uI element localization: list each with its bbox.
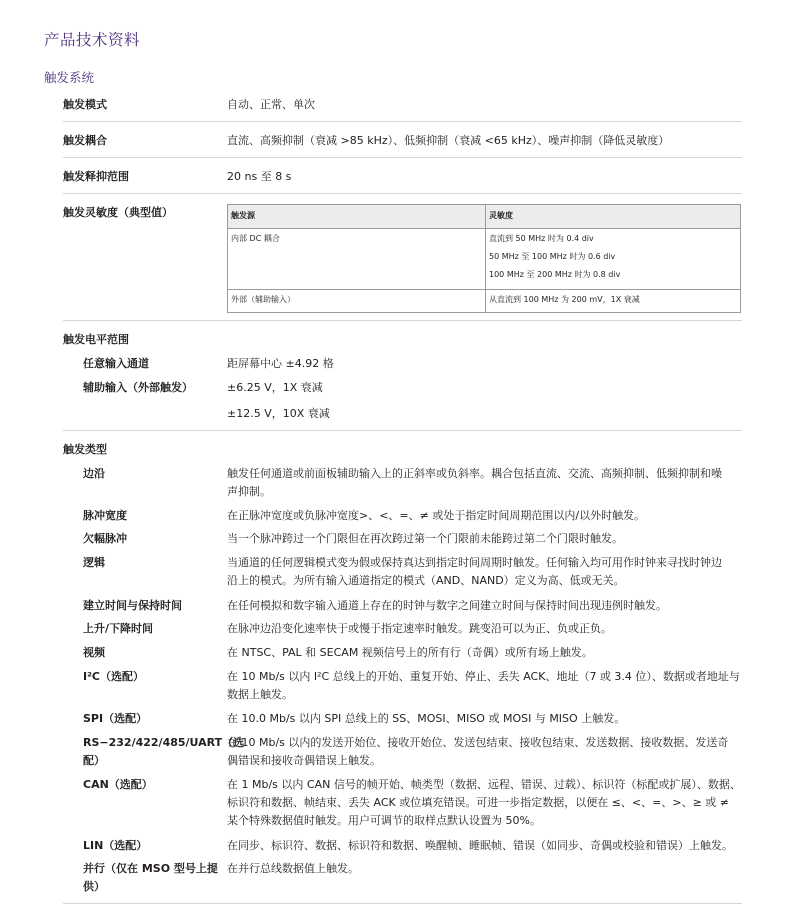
trigger-type-desc: 在 10.0 Mb/s 以内 SPI 总线上的 SS、MOSI、MISO 或 MOSI 与 MISO 上触发。 xyxy=(227,712,626,725)
trigger-type-label: CAN（选配） xyxy=(83,778,153,791)
trigger-type-desc: 在 NTSC、PAL 和 SECAM 视频信号上的所有行（奇偶）或所有场上触发。 xyxy=(227,646,593,659)
divider xyxy=(63,903,742,904)
divider xyxy=(63,193,742,194)
trigger-type-desc: 触发任何通道或前面板辅助输入上的正斜率或负斜率。耦合包括直流、交流、高频抑制、低频抑制和噪 声抑制。 xyxy=(227,467,722,498)
spec-label-sensitivity: 触发灵敏度（典型值） xyxy=(63,206,173,219)
spec-value: 自动、正常、单次 xyxy=(227,98,315,111)
sub-value-any-channel: 距屏幕中心 ±4.92 格 xyxy=(227,357,334,370)
spec-label: 触发模式 xyxy=(63,98,107,111)
trigger-type-label: 建立时间与保持时间 xyxy=(83,599,182,612)
trigger-type-desc: 在并行总线数据值上触发。 xyxy=(227,862,359,875)
sub-label-aux-input: 辅助输入（外部触发） xyxy=(83,381,193,394)
divider xyxy=(63,157,742,158)
sub-value-aux-10x: ±12.5 V，10X 衰减 xyxy=(227,407,330,420)
table-cell-value: 直流到 50 MHz 时为 0.4 div xyxy=(489,234,594,243)
divider xyxy=(63,430,742,431)
trigger-type-label: LIN（选配） xyxy=(83,839,148,852)
divider xyxy=(63,320,742,321)
trigger-type-label: 上升/下降时间 xyxy=(83,622,154,635)
section-title: 触发系统 xyxy=(44,70,95,85)
spec-label-trigger-types: 触发类型 xyxy=(63,443,107,456)
divider xyxy=(63,121,742,122)
trigger-type-label: 欠幅脉冲 xyxy=(83,532,127,545)
sub-value-aux-1x: ±6.25 V，1X 衰减 xyxy=(227,381,323,394)
trigger-type-desc: 当通道的任何逻辑模式变为假或保持真达到指定时间周期时触发。任何输入均可用作时钟来寻找时钟边 沿上的模式。为所有输入通道指定的模式（AND、NAND）定义为高、低或无关。 xyxy=(227,556,722,587)
trigger-type-label: 逻辑 xyxy=(83,556,105,569)
document-title: 产品技术资料 xyxy=(44,31,141,49)
trigger-type-desc: 当一个脉冲跨过一个门限但在再次跨过第一个门限前未能跨过第二个门限时触发。 xyxy=(227,532,623,545)
trigger-type-desc: 在同步、标识符、数据、标识符和数据、唤醒帧、睡眠帧、错误（如同步、奇偶或校验和错误）上触发。 xyxy=(227,839,733,852)
spec-value: 直流、高频抑制（衰减 >85 kHz）、低频抑制（衰减 <65 kHz）、噪声抑制（降低灵敏度） xyxy=(227,134,670,147)
table-cell-value: 100 MHz 至 200 MHz 时为 0.8 div xyxy=(489,270,621,279)
table-header-sensitivity: 灵敏度 xyxy=(486,205,740,229)
trigger-type-label: 视频 xyxy=(83,646,105,659)
spec-label: 触发耦合 xyxy=(63,134,107,147)
spec-label: 触发释抑范围 xyxy=(63,170,129,183)
trigger-type-desc: 在正脉冲宽度或负脉冲宽度>、<、=、≠ 或处于指定时间周期范围以内/以外时触发。 xyxy=(227,509,646,522)
trigger-type-label: 脉冲宽度 xyxy=(83,509,127,522)
trigger-type-desc: 在脉冲边沿变化速率快于或慢于指定速率时触发。跳变沿可以为正、负或正负。 xyxy=(227,622,612,635)
trigger-type-desc: 在任何模拟和数字输入通道上存在的时钟与数字之间建立时间与保持时间出现违例时触发。 xyxy=(227,599,667,612)
sub-label-any-channel: 任意输入通道 xyxy=(83,357,149,370)
trigger-type-label: RS−232/422/485/UART（选 配） xyxy=(83,736,245,767)
sensitivity-table xyxy=(227,204,741,313)
table-cell-value: 从直流到 100 MHz 为 200 mV，1X 衰减 xyxy=(489,295,640,304)
spec-value: 20 ns 至 8 s xyxy=(227,170,292,183)
trigger-type-label: SPI（选配） xyxy=(83,712,148,725)
trigger-type-label: 并行（仅在 MSO 型号上提 供） xyxy=(83,862,218,893)
trigger-type-desc: 在 10 Mb/s 以内 I²C 总线上的开始、重复开始、停止、丢失 ACK、地址（7 或 3.4 位）、数据或者地址与 数据上触发。 xyxy=(227,670,740,701)
table-header-source: 触发源 xyxy=(228,205,485,229)
table-cell-value: 50 MHz 至 100 MHz 时为 0.6 div xyxy=(489,252,616,261)
trigger-type-desc: 在 1 Mb/s 以内 CAN 信号的帧开始、帧类型（数据、远程、错误、过载）、标识符（标配或扩展）、数据、 标识符和数据、帧结束、丢失 ACK 或位填充错误。可进一步指定数据，以便在 ≤、<、=、>、≥ 或 ≠ 某个特殊数据值时触发。用户可调节的取样点默认设置为 50%。 xyxy=(227,778,741,827)
trigger-type-desc: 在 10 Mb/s 以内的发送开始位、接收开始位、发送包结束、接收包结束、发送数据、接收数据、发送奇 偶错误和接收奇偶错误上触发。 xyxy=(227,736,729,767)
table-row-divider xyxy=(228,289,740,290)
trigger-type-label: 边沿 xyxy=(83,467,105,480)
table-cell-source: 外部（辅助输入） xyxy=(231,295,295,304)
trigger-type-label: I²C（选配） xyxy=(83,670,144,683)
table-cell-source: 内部 DC 耦合 xyxy=(231,234,280,243)
spec-label-level-range: 触发电平范围 xyxy=(63,333,129,346)
